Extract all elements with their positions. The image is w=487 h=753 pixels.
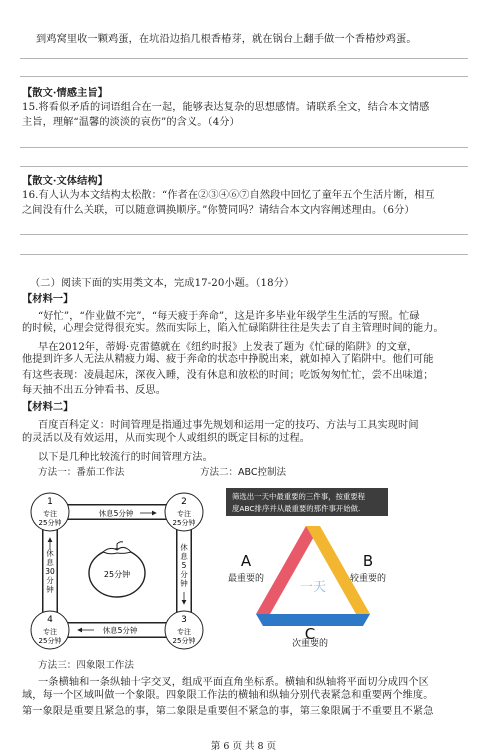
pomodoro-node-3 xyxy=(165,611,203,649)
page-footer: 第 6 页 共 8 页 xyxy=(210,741,277,752)
m1-p2c: 有这些表现：凌晨起床，深夜入睡，没有休息和放松的时间；吃饭匆匆忙忙，尝不出味道； xyxy=(22,370,434,381)
m3-p1c: 第一象限是重要且紧急的事，第二象限是重要但不紧急的事，第三象限属于不重要且不紧急 xyxy=(22,706,434,717)
svg-text:1: 1 xyxy=(47,497,53,507)
m2-p1a: 百度百科定义：时间管理是指通过事先规划和运用一定的技巧、方法与工具实现时间 xyxy=(38,420,419,431)
svg-text:专注: 专注 xyxy=(177,510,191,518)
pomodoro-node-2 xyxy=(165,493,203,531)
svg-text:一天: 一天 xyxy=(299,580,327,595)
svg-text:专注: 专注 xyxy=(177,628,191,636)
svg-text:分: 分 xyxy=(46,576,54,585)
answer-line[interactable] xyxy=(20,234,468,235)
m3-p1a: 一条横轴和一条纵轴十字交叉，组成平面直角坐标系。横轴和纵轴将平面切分成四个区 xyxy=(38,677,429,688)
svg-text:度ABC排序并从最重要的那件事开始做.: 度ABC排序并从最重要的那件事开始做. xyxy=(232,504,361,513)
svg-text:息: 息 xyxy=(46,558,54,567)
svg-text:4: 4 xyxy=(47,615,53,625)
q15-text-2: 主旨，理解“温馨的淡淡的哀伤”的含义。（4分） xyxy=(22,117,240,128)
pomodoro-diagram xyxy=(30,492,210,650)
svg-text:专注: 专注 xyxy=(43,628,57,636)
method3-caption: 方法三：四象限工作法 xyxy=(38,660,135,671)
svg-text:5: 5 xyxy=(181,561,187,570)
m1-p1b: 的时候，心理会觉得很充实。然而实际上，陷入忙碌陷阱往往是失去了自主管理时间的能力。 xyxy=(22,323,444,334)
abc-letter-a: A xyxy=(240,552,252,570)
m1-p2d: 每天抽不出五分钟看书、反思。 xyxy=(22,385,167,396)
svg-text:25分钟: 25分钟 xyxy=(38,519,62,527)
svg-text:25分钟: 25分钟 xyxy=(172,637,196,645)
q16-text-1: 16.有人认为本文结构太松散：“作者在②③④⑥⑦自然段中回忆了童年五个生活片断，相互 xyxy=(22,190,435,201)
svg-text:分: 分 xyxy=(180,570,188,579)
svg-text:30: 30 xyxy=(45,567,55,576)
svg-text:休息5分钟: 休息5分钟 xyxy=(102,626,138,635)
method2-caption: 方法二：ABC控制法 xyxy=(200,467,286,478)
abc-label-c: 次重要的 xyxy=(291,639,329,648)
abc-diagram xyxy=(222,486,392,648)
answer-line[interactable] xyxy=(20,76,468,77)
svg-text:休息5分钟: 休息5分钟 xyxy=(98,509,134,518)
answer-line[interactable] xyxy=(20,58,468,59)
svg-text:专注: 专注 xyxy=(43,510,57,518)
q15-text-1: 15.将看似矛盾的词语组合在一起，能够表达复杂的思想感情。请联系全文，结合本文情感 xyxy=(22,102,430,113)
m1-p2b: 他提到许多人无法从精疲力竭、疲于奔命的状态中挣脱出来，就如掉入了陷阱中。他们可能 xyxy=(22,354,434,365)
answer-line[interactable] xyxy=(20,254,468,255)
pomodoro-node-4 xyxy=(31,611,69,649)
continuation-line: 到鸡窝里收一颗鸡蛋，在坑沿边掐几根香椿芽，就在锅台上翻手做一个香椿炒鸡蛋。 xyxy=(36,34,417,45)
svg-text:息: 息 xyxy=(180,552,188,561)
svg-text:钟: 钟 xyxy=(180,579,188,588)
answer-line[interactable] xyxy=(20,147,468,148)
svg-text:筛选出一天中最重要的三件事，按重要程: 筛选出一天中最重要的三件事，按重要程 xyxy=(232,492,366,501)
svg-text:3: 3 xyxy=(181,615,187,625)
abc-label-a: 最重要的 xyxy=(227,574,265,584)
m2-p2: 以下是几种比较流行的时间管理方法。 xyxy=(38,452,213,463)
svg-text:25分钟: 25分钟 xyxy=(38,637,62,645)
material2-tag: 【材料二】 xyxy=(22,401,74,413)
svg-text:休: 休 xyxy=(46,549,54,558)
m1-p1a: “好忙”，“作业做不完”，“每天疲于奔命”，这是许多毕业年级学生生活的写照。忙碌 xyxy=(38,311,420,322)
m2-p1b: 的灵活以及有效运用，从而实现个人或组织的既定目标的过程。 xyxy=(22,433,311,444)
abc-letter-c: C xyxy=(304,625,316,643)
tomato-icon xyxy=(89,542,145,597)
rest-right-1: 休 xyxy=(180,543,188,552)
q16-text-2: 之间没有什么关联，可以随意调换顺序。”你赞同吗？请结合本文内容阐述理由。（6分） xyxy=(22,205,415,216)
answer-line[interactable] xyxy=(20,166,468,167)
svg-text:钟: 钟 xyxy=(46,585,54,594)
abc-letter-b: B xyxy=(362,552,374,570)
q15-tag: 【散文·情感主旨】 xyxy=(22,87,108,99)
m3-p1b: 域，每一个区域叫做一个象限。四象限工作法的横轴和纵轴分别代表紧急和重要两个维度。 xyxy=(22,690,434,701)
svg-text:25分钟: 25分钟 xyxy=(172,519,196,527)
material1-tag: 【材料一】 xyxy=(22,293,74,305)
part2-heading: （二）阅读下面的实用类文本，完成17-20小题。（18分） xyxy=(30,278,295,289)
svg-text:25分钟: 25分钟 xyxy=(103,570,131,579)
method1-caption: 方法一：番茄工作法 xyxy=(38,467,125,478)
svg-text:2: 2 xyxy=(181,497,187,507)
q16-tag: 【散文·文体结构】 xyxy=(22,175,108,187)
abc-label-b: 较重要的 xyxy=(349,574,387,584)
pomodoro-node-1 xyxy=(31,493,69,531)
m1-p2a: 早在2012年，蒂姆·克雷德就在《纽约时报》上发表了题为《忙碌的陷阱》的文章， xyxy=(38,342,418,353)
